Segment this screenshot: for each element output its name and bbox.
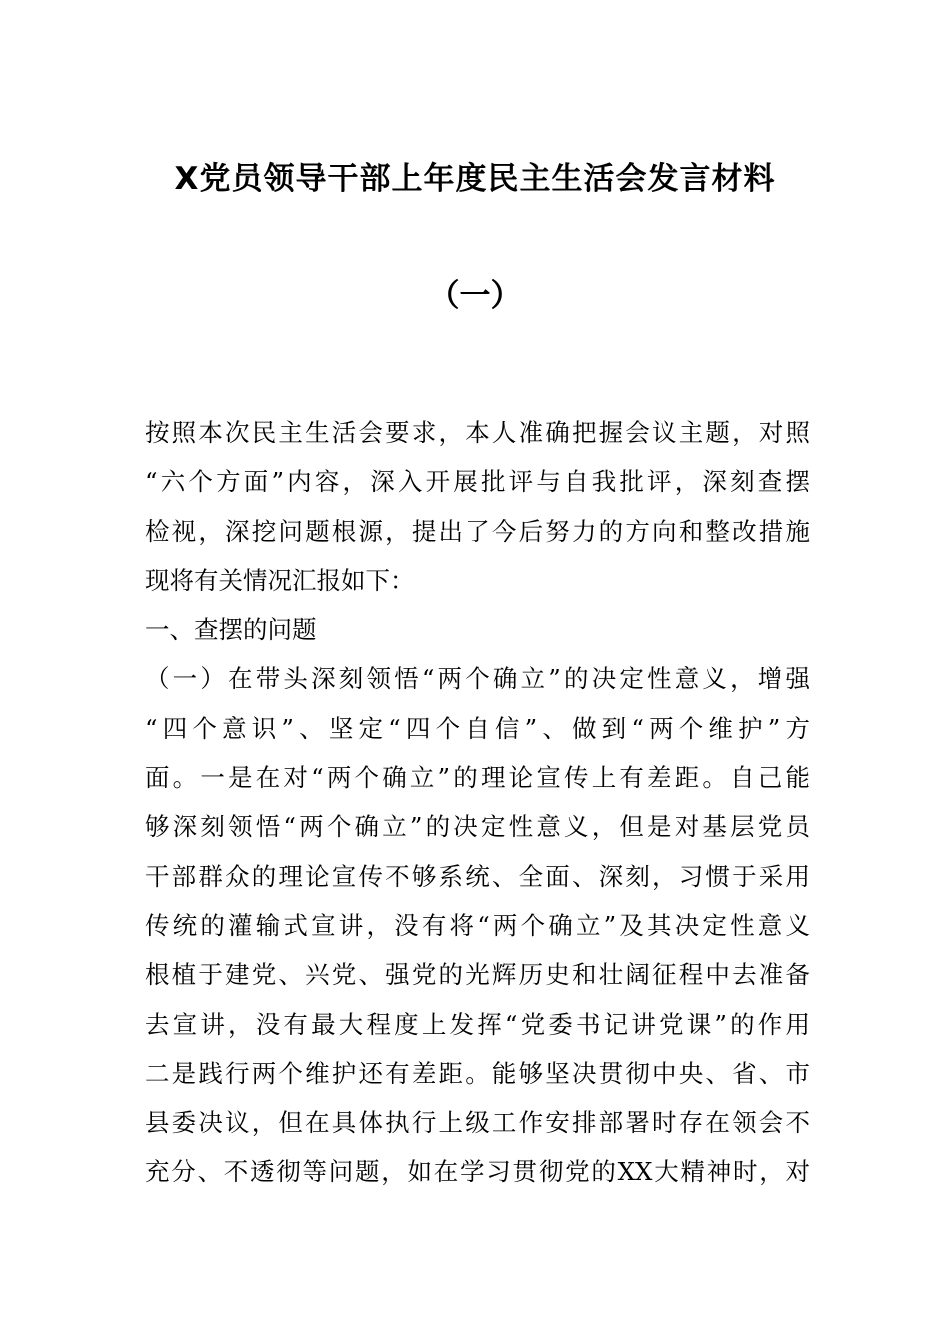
body-line: “四个意识”、坚定“四个自信”、做到“两个维护”方 <box>145 713 810 743</box>
body-line: 根植于建党、兴党、强党的光辉历史和壮阔征程中去准备 <box>145 960 810 990</box>
body-line: 够深刻领悟“两个确立”的决定性意义，但是对基层党员 <box>145 812 810 842</box>
document-subtitle: （一） <box>428 278 522 314</box>
body-line: 检视，深挖问题根源，提出了今后努力的方向和整改措施 <box>145 516 810 546</box>
body-line: 面。一是在对“两个确立”的理论宣传上有差距。自己能 <box>145 763 810 793</box>
section-heading: 一、查摆的问题 <box>145 615 317 645</box>
body-line: 充分、不透彻等问题，如在学习贯彻党的XX大精神时，对 <box>145 1157 810 1187</box>
body-line: 去宣讲，没有最大程度上发挥“党委书记讲党课”的作用 <box>145 1009 810 1039</box>
document-body <box>145 408 810 1197</box>
document-title: X党员领导干部上年度民主生活会发言材料 <box>174 161 776 197</box>
body-line: “六个方面”内容，深入开展批评与自我批评，深刻查摆 <box>145 467 810 497</box>
body-line: 二是践行两个维护还有差距。能够坚决贯彻中央、省、市 <box>145 1058 810 1088</box>
body-line: 现将有关情况汇报如下： <box>145 565 415 595</box>
body-line: 传统的灌输式宣讲，没有将“两个确立”及其决定性意义 <box>145 910 810 940</box>
body-line: 县委决议，但在具体执行上级工作安排部署时存在领会不 <box>145 1108 810 1138</box>
body-line: 干部群众的理论宣传不够系统、全面、深刻，习惯于采用 <box>145 861 810 891</box>
body-line: （一）在带头深刻领悟“两个确立”的决定性意义，增强 <box>145 664 810 694</box>
body-line: 按照本次民主生活会要求，本人准确把握会议主题，对照 <box>145 418 810 447</box>
